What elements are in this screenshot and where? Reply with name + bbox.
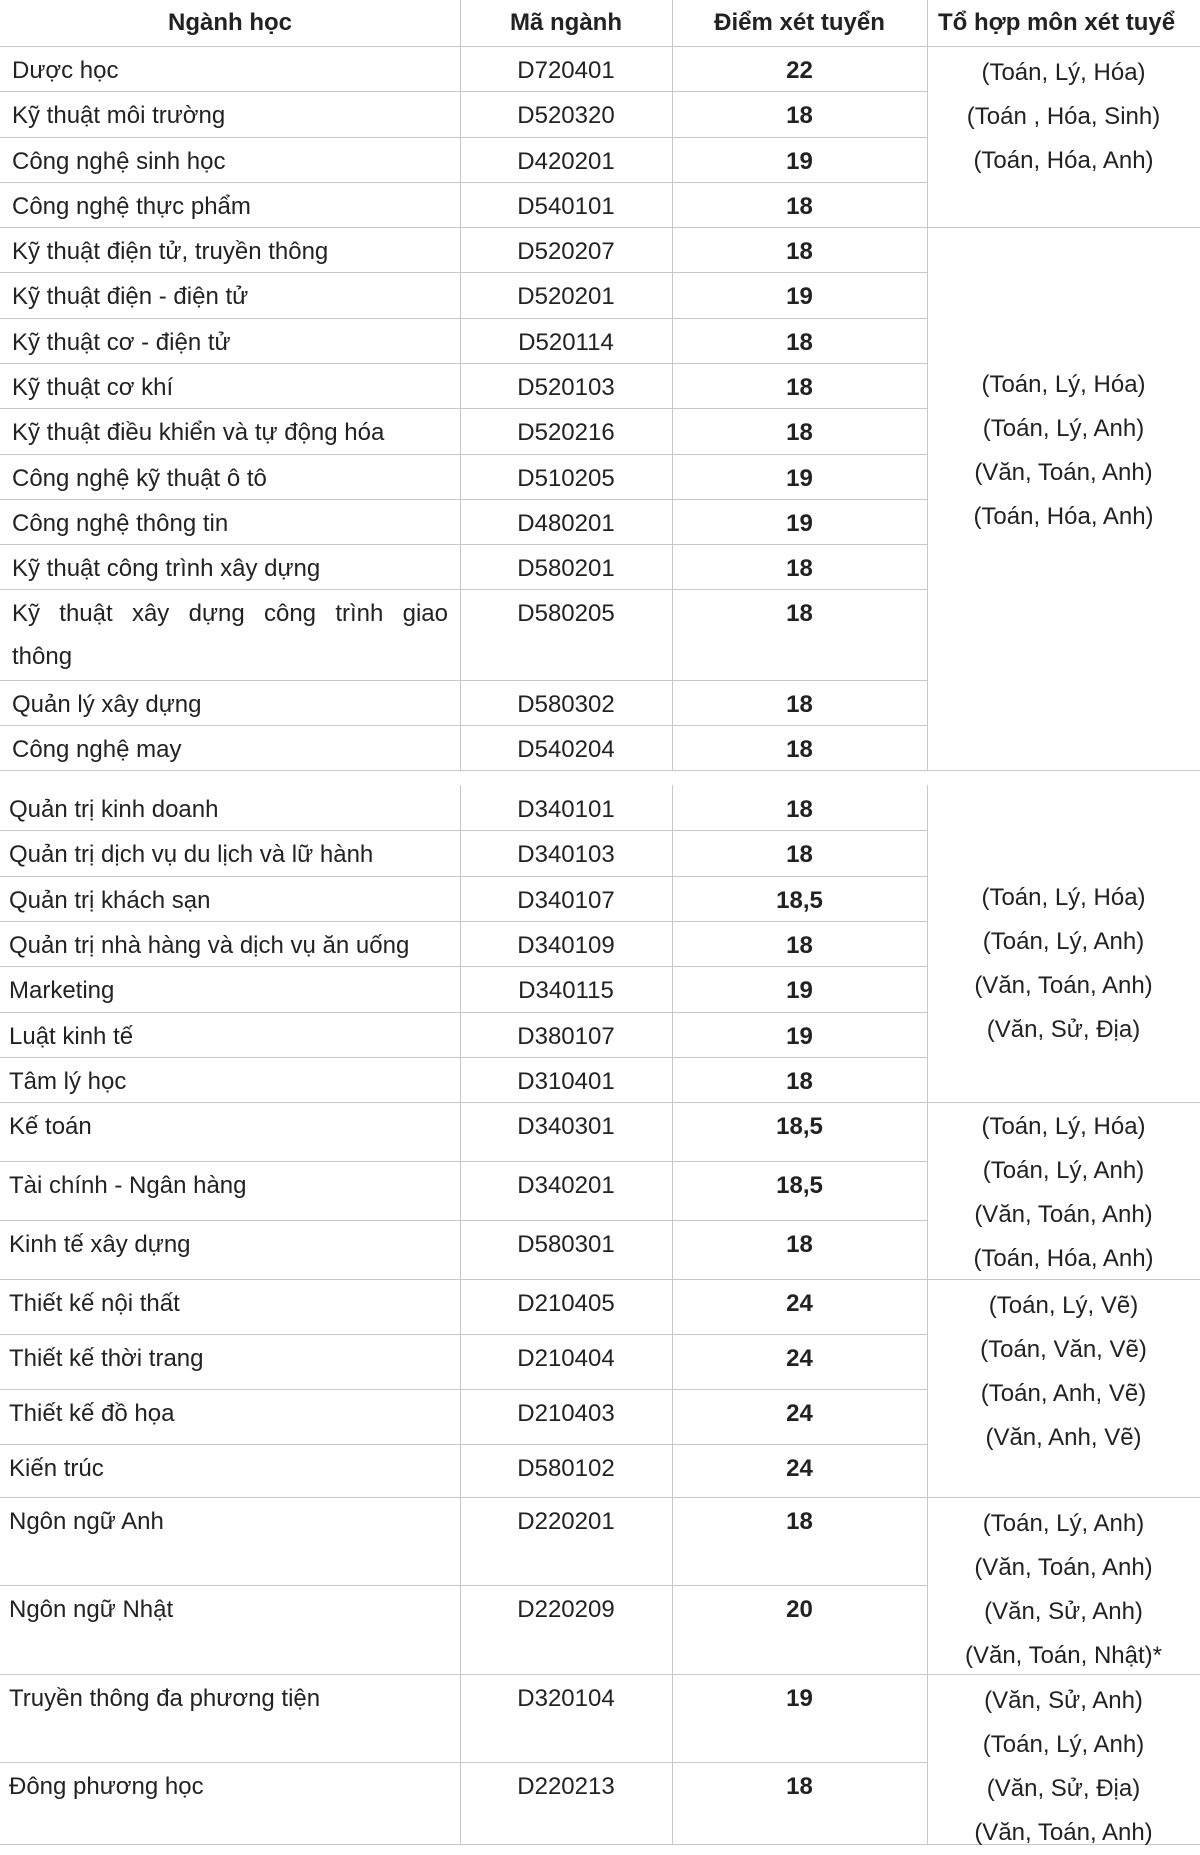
table-cell-score: 18 — [786, 193, 813, 220]
group-divider — [927, 1102, 1200, 1103]
table-cell-score: 19 — [786, 148, 813, 175]
combo-item: (Toán, Hóa, Anh) — [973, 1245, 1154, 1272]
table-cell-score: 18 — [786, 841, 813, 868]
table-cell-code: D320104 — [517, 1685, 615, 1712]
combo-item: (Toán, Hóa, Anh) — [973, 147, 1154, 174]
row-divider — [0, 1279, 927, 1280]
table-cell-code: D720401 — [517, 57, 615, 84]
table-cell-major: Luật kinh tế — [9, 1023, 134, 1050]
table-cell-score: 18 — [786, 555, 813, 582]
table-cell-major: Truyền thông đa phương tiện — [9, 1685, 321, 1712]
table-cell-code: D540101 — [517, 193, 615, 220]
table-cell-major: Kỹ thuật điều khiển và tự động hóa — [12, 419, 385, 446]
table-cell-score: 18 — [786, 1508, 813, 1535]
combo-item: (Văn, Toán, Anh) — [974, 1201, 1153, 1228]
table-cell-code: D340109 — [517, 932, 615, 959]
table-cell-code: D510205 — [517, 465, 615, 492]
combo-item: (Toán, Lý, Anh) — [982, 1157, 1145, 1184]
combo-item: (Toán, Lý, Anh) — [982, 415, 1145, 442]
row-divider — [0, 1389, 927, 1390]
table-cell-major: Quản trị khách sạn — [9, 887, 211, 914]
table-cell-score: 18 — [786, 600, 813, 627]
table-cell-score: 18 — [786, 419, 813, 446]
table-cell-score: 24 — [786, 1455, 813, 1482]
table-cell-code: D420201 — [517, 148, 615, 175]
table-cell-code: D520103 — [517, 374, 615, 401]
table-cell-major: Quản lý xây dựng — [12, 691, 202, 718]
table-cell-code: D580201 — [517, 555, 615, 582]
combo-item: (Toán, Lý, Hóa) — [981, 1113, 1146, 1140]
table-cell-code: D340201 — [517, 1172, 615, 1199]
table-cell-code: D580102 — [517, 1455, 615, 1482]
row-divider — [0, 1161, 927, 1162]
row-divider — [0, 1497, 927, 1498]
header-divider — [0, 46, 1200, 47]
table-cell-major: Công nghệ may — [12, 736, 182, 763]
table-cell-code: D220213 — [517, 1773, 615, 1800]
combo-item: (Văn, Sử, Địa) — [986, 1775, 1141, 1802]
table-cell-score: 18,5 — [776, 887, 823, 914]
table-cell-score: 18,5 — [776, 1172, 823, 1199]
row-divider — [0, 1220, 927, 1221]
table-cell-score: 24 — [786, 1290, 813, 1317]
table-cell-code: D480201 — [517, 510, 615, 537]
table-cell-score: 19 — [786, 465, 813, 492]
table-cell-major: Quản trị dịch vụ du lịch và lữ hành — [9, 841, 374, 868]
combo-item: (Toán, Anh, Vẽ) — [980, 1380, 1147, 1407]
table-cell-score: 18 — [786, 238, 813, 265]
table-cell-major: Ngôn ngữ Nhật — [9, 1596, 174, 1623]
table-cell-code: D210403 — [517, 1400, 615, 1427]
table-cell-major: Kỹ thuật môi trường — [12, 102, 226, 129]
combo-item: (Toán, Văn, Vẽ) — [980, 1336, 1147, 1363]
table-cell-code: D380107 — [517, 1023, 615, 1050]
row-divider — [0, 1585, 927, 1586]
table-cell-major: Thiết kế nội thất — [9, 1290, 180, 1317]
table-cell-score: 24 — [786, 1400, 813, 1427]
table-cell-score: 18 — [786, 691, 813, 718]
table-cell-score: 18 — [786, 932, 813, 959]
table-cell-score: 19 — [786, 1023, 813, 1050]
row-divider — [0, 680, 927, 681]
table-cell-code: D340101 — [517, 796, 615, 823]
combo-item: (Toán, Lý, Anh) — [982, 1510, 1145, 1537]
combo-item: (Văn, Sử, Địa) — [986, 1016, 1141, 1043]
table-cell-score: 24 — [786, 1345, 813, 1372]
group-divider — [927, 227, 1200, 228]
combo-item: (Văn, Toán, Anh) — [974, 1819, 1153, 1846]
table-cell-major: Ngôn ngữ Anh — [9, 1508, 164, 1535]
table-cell-score: 18 — [786, 102, 813, 129]
table-cell-code: D520216 — [517, 419, 615, 446]
table-cell-major: Kiến trúc — [9, 1455, 104, 1482]
combo-item: (Văn, Toán, Nhật)* — [964, 1642, 1162, 1669]
header-code: Mã ngành — [510, 9, 622, 36]
table-cell-score: 18 — [786, 736, 813, 763]
combo-item: (Văn, Toán, Anh) — [974, 459, 1153, 486]
combo-item: (Văn, Sử, Anh) — [984, 1598, 1143, 1625]
table-cell-code: D520114 — [518, 329, 614, 356]
table-cell-score: 18 — [786, 1231, 813, 1258]
table-cell-code: D540204 — [517, 736, 615, 763]
combo-item: (Toán, Lý, Anh) — [982, 928, 1145, 955]
table-cell-code: D210405 — [517, 1290, 615, 1317]
header-major: Ngành học — [168, 9, 292, 36]
table-cell-major: Kỹ thuật công trình xây dựng — [12, 555, 321, 582]
table-cell-major: Công nghệ sinh học — [12, 148, 226, 175]
table-cell-code: D580302 — [517, 691, 615, 718]
table-cell-code: D340115 — [518, 977, 614, 1004]
table-cell-code: D340107 — [517, 887, 615, 914]
table-cell-score: 19 — [786, 977, 813, 1004]
combo-item: (Toán, Lý, Anh) — [982, 1731, 1145, 1758]
table-cell-code: D520320 — [517, 102, 615, 129]
table-cell-score: 20 — [786, 1596, 813, 1623]
table-cell-score: 19 — [786, 1685, 813, 1712]
combo-item: (Toán, Hóa, Anh) — [973, 503, 1154, 530]
table-cell-code: D340301 — [517, 1113, 615, 1140]
combo-item: (Toán, Lý, Vẽ) — [988, 1292, 1139, 1319]
header-score: Điểm xét tuyển — [714, 9, 885, 36]
table-cell-major: Tâm lý học — [9, 1068, 127, 1095]
combo-item: (Văn, Anh, Vẽ) — [985, 1424, 1142, 1451]
row-divider — [0, 1334, 927, 1335]
table-cell-code: D310401 — [517, 1068, 615, 1095]
table-cell-code: D520201 — [517, 283, 615, 310]
row-divider — [0, 1444, 927, 1445]
table-cell-code: D220209 — [517, 1596, 615, 1623]
combo-item: (Toán, Lý, Hóa) — [981, 884, 1146, 911]
row-divider — [0, 1762, 927, 1763]
table-cell-major: Thiết kế thời trang — [9, 1345, 204, 1372]
table-cell-major: Kế toán — [9, 1113, 92, 1140]
table-cell-major: Kỹ thuật điện - điện tử — [12, 283, 249, 310]
row-divider — [0, 1674, 927, 1675]
table-cell-code: D580301 — [517, 1231, 615, 1258]
table-cell-major: Kinh tế xây dựng — [9, 1231, 191, 1258]
table-cell-code: D520207 — [517, 238, 615, 265]
table-cell-score: 18 — [786, 1773, 813, 1800]
table-cell-code: D580205 — [517, 600, 615, 627]
combo-item: (Toán, Lý, Hóa) — [981, 371, 1146, 398]
table-cell-major: Đông phương học — [9, 1773, 204, 1800]
table-cell-major: Dược học — [12, 57, 119, 84]
table-cell-code: D340103 — [517, 841, 615, 868]
table-cell-score: 18 — [786, 329, 813, 356]
table-cell-score: 18 — [786, 1068, 813, 1095]
table-cell-major: Công nghệ thực phẩm — [12, 193, 251, 220]
table-cell-major: Kỹ thuật cơ - điện tử — [12, 329, 231, 356]
combo-item: (Văn, Toán, Anh) — [974, 1554, 1153, 1581]
combo-item: (Toán , Hóa, Sinh) — [966, 103, 1161, 130]
row-divider — [0, 1844, 927, 1845]
table-cell-major: Quản trị nhà hàng và dịch vụ ăn uống — [9, 932, 410, 959]
table-cell-score: 19 — [786, 283, 813, 310]
group-divider — [927, 770, 1200, 771]
table-cell-major: Công nghệ thông tin — [12, 510, 229, 537]
table-cell-score: 22 — [786, 57, 813, 84]
table-cell-major: Thiết kế đồ họa — [9, 1400, 175, 1427]
table-cell-score: 18 — [786, 374, 813, 401]
table-cell-major: Công nghệ kỹ thuật ô tô — [12, 465, 267, 492]
table-cell-major: Tài chính - Ngân hàng — [9, 1172, 247, 1199]
combo-item: (Văn, Sử, Anh) — [984, 1687, 1143, 1714]
table-cell-score: 18 — [786, 796, 813, 823]
table-cell-major: Kỹ thuật điện tử, truyền thông — [12, 238, 329, 265]
table-cell-code: D220201 — [517, 1508, 615, 1535]
table-cell-score: 18,5 — [776, 1113, 823, 1140]
group-divider — [927, 1497, 1200, 1498]
table-cell-major-cont: thông — [12, 643, 73, 670]
header-combo: Tổ hợp môn xét tuyể — [938, 9, 1176, 36]
combo-item: (Văn, Toán, Anh) — [974, 972, 1153, 999]
table-cell-score: 19 — [786, 510, 813, 537]
table-cell-major: Kỹ thuật cơ khí — [12, 374, 174, 401]
table-cell-code: D210404 — [517, 1345, 615, 1372]
table-cell-major: Quản trị kinh doanh — [9, 796, 219, 823]
combo-item: (Toán, Lý, Hóa) — [981, 59, 1146, 86]
table-cell-major: Kỹ thuật xây dựng công trình giao — [12, 600, 448, 627]
table-cell-major: Marketing — [9, 977, 115, 1004]
